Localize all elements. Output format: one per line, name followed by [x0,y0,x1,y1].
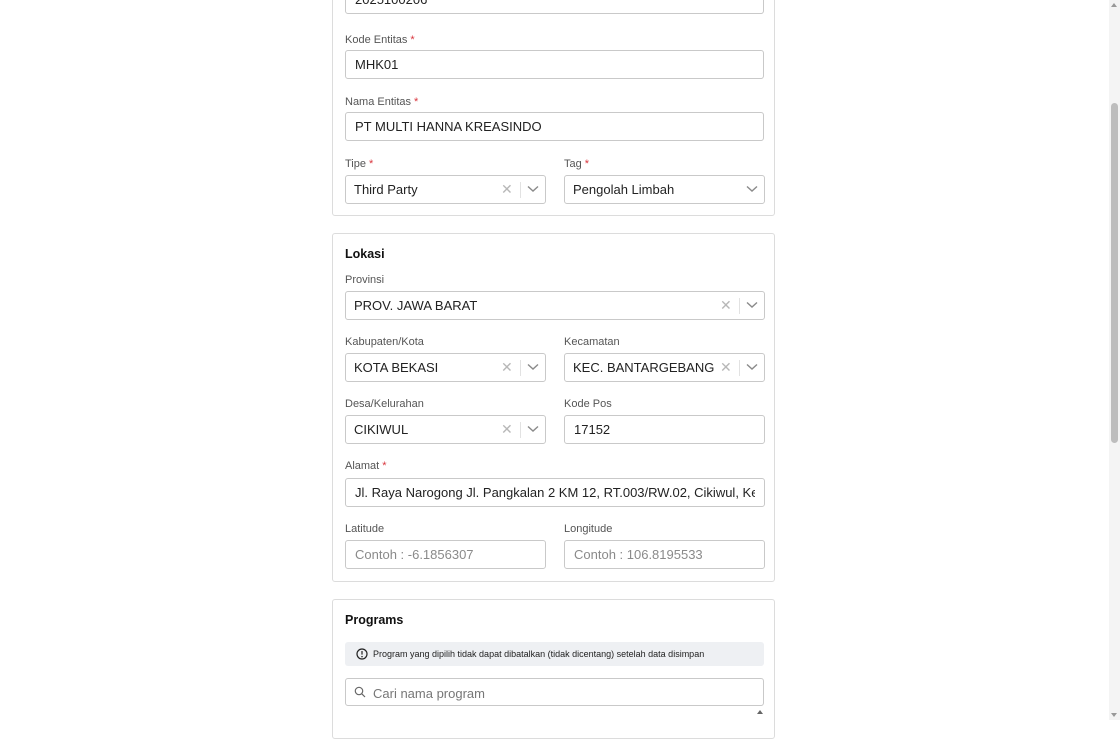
select-separator [739,360,740,376]
entity-card [332,0,775,216]
kodepos-label: Kode Pos [564,398,612,410]
kode-entitas-label: Kode Entitas * [345,34,415,46]
kabupaten-label: Kabupaten/Kota [345,336,424,348]
latitude-field[interactable] [345,540,546,569]
close-icon[interactable]: ✕ [501,359,513,375]
kabupaten-select[interactable] [345,353,546,382]
chevron-down-icon[interactable] [746,185,758,193]
program-search[interactable] [345,678,764,706]
kodepos-field[interactable] [564,415,765,444]
desa-value: CIKIWUL [354,422,409,437]
page-scrollbar[interactable] [1109,0,1120,720]
info-circle-icon [356,648,368,660]
close-icon[interactable]: ✕ [501,421,513,437]
required-mark: * [382,460,387,472]
scroll-up-icon[interactable] [1111,3,1117,7]
programs-card [332,599,775,739]
kecamatan-value: KEC. BANTARGEBANG [573,360,715,375]
select-separator [520,360,521,376]
close-icon[interactable]: ✕ [501,181,513,197]
kode-entitas-input[interactable] [355,52,754,78]
provinsi-select[interactable] [345,291,765,320]
info-text: Program yang dipilih tidak dapat dibatalkan (tidak dicentang) setelah data disimpan [373,649,705,659]
required-mark: * [369,158,374,170]
close-icon[interactable]: ✕ [720,297,732,313]
tipe-value: Third Party [354,182,418,197]
required-mark: * [410,34,415,46]
alamat-field[interactable] [345,478,765,507]
select-separator [739,298,740,314]
latitude-input[interactable] [355,542,536,568]
chevron-down-icon[interactable] [527,425,539,433]
longitude-label: Longitude [564,523,613,535]
select-separator [520,422,521,438]
provinsi-value: PROV. JAWA BARAT [354,298,478,313]
desa-select[interactable] [345,415,546,444]
tag-value: Pengolah Limbah [573,182,675,197]
tipe-select[interactable] [345,175,546,204]
kabupaten-value: KOTA BEKASI [354,360,439,375]
lokasi-card [332,233,775,582]
chevron-down-icon[interactable] [746,301,758,309]
chevron-down-icon[interactable] [746,363,758,371]
desa-label: Desa/Kelurahan [345,398,424,410]
tag-select[interactable] [564,175,765,204]
nama-entitas-label: Nama Entitas * [345,96,419,108]
kodepos-input[interactable] [574,417,755,443]
tag-label: Tag * [564,158,590,170]
info-banner [345,642,764,666]
required-mark: * [414,96,419,108]
entity-code-field[interactable] [345,0,764,14]
search-icon [354,686,366,698]
select-separator [520,182,521,198]
program-search-input[interactable] [371,679,755,707]
lokasi-title: Lokasi [345,247,385,261]
scrollbar-thumb[interactable] [1111,103,1118,443]
list-scroll-up-icon[interactable] [757,710,763,714]
chevron-down-icon[interactable] [527,363,539,371]
alamat-label: Alamat * [345,460,387,472]
programs-title: Programs [345,613,404,627]
required-mark: * [584,158,590,170]
nama-entitas-field[interactable] [345,112,764,141]
alamat-input[interactable] [355,480,755,506]
kecamatan-select[interactable] [564,353,765,382]
entity-code-input[interactable] [355,0,754,13]
tipe-label: Tipe * [345,158,374,170]
longitude-input[interactable] [574,542,755,568]
kode-entitas-field[interactable] [345,50,764,79]
provinsi-label: Provinsi [345,274,385,286]
longitude-field[interactable] [564,540,765,569]
close-icon[interactable]: ✕ [720,359,732,375]
chevron-down-icon[interactable] [527,185,539,193]
nama-entitas-input[interactable] [355,114,754,140]
latitude-label: Latitude [345,523,385,535]
scroll-down-icon[interactable] [1111,713,1117,717]
kecamatan-label: Kecamatan [564,336,620,348]
